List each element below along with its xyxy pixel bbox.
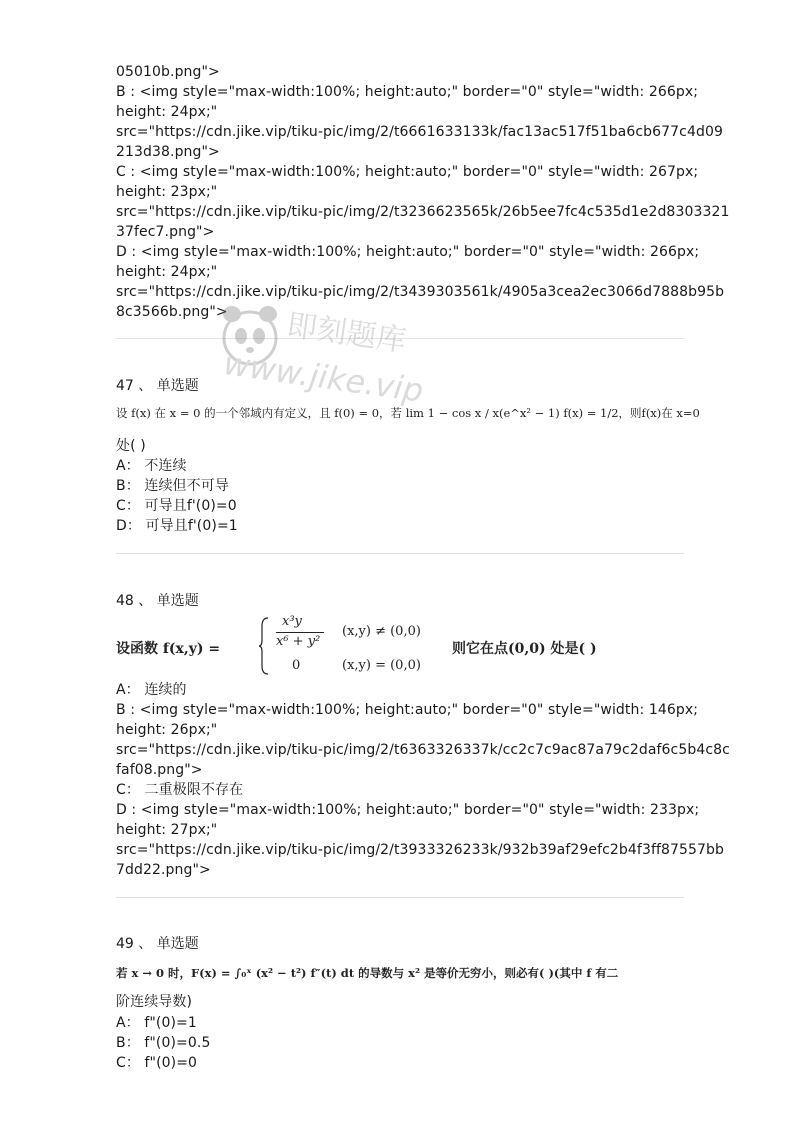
q46-line: height: 23px;" — [116, 184, 218, 200]
q48-case1-cond: (x,y) ≠ (0,0) — [342, 624, 421, 639]
q48-line: A： 连续的 — [116, 682, 187, 698]
q49-option-b: B： f"(0)=0.5 — [116, 1035, 211, 1051]
q48-line: height: 26px;" — [116, 722, 218, 738]
fraction-bar — [276, 632, 324, 633]
question-header: 48 、 单选题 — [116, 593, 199, 609]
question-header: 49 、 单选题 — [116, 936, 199, 952]
q46-line: 8c3566b.png"> — [116, 304, 228, 320]
q46-line: height: 24px;" — [116, 264, 218, 280]
q48-case2-val: 0 — [292, 658, 301, 673]
q48-formula — [116, 614, 636, 678]
q48-line: height: 27px;" — [116, 822, 218, 838]
q49-option-c: C： f"(0)=0 — [116, 1055, 198, 1071]
q48-line: C： 二重极限不存在 — [116, 782, 244, 798]
q47-formula: 设 f(x) 在 x = 0 的一个邻域内有定义，且 f(0) = 0，若 lim 1 − cos x / x(e^x² − 1) f(x) = 1/2，则f(x)在 x=0 — [116, 406, 700, 420]
q46-line: 213d38.png"> — [116, 144, 220, 160]
watermark-url-text: www.jike.vip — [221, 344, 426, 410]
q46-line: src="https://cdn.jike.vip/tiku-pic/img/2/t6661633133k/fac13ac517f51ba6cb677c4d09 — [116, 124, 723, 140]
watermark-cn-text: 即刻题库 — [284, 307, 409, 360]
q48-line: faf08.png"> — [116, 762, 203, 778]
q47-option-b: B： 连续但不可导 — [116, 478, 229, 494]
q48-formula-tail: 则它在点(0,0) 处是( ) — [452, 641, 597, 657]
q47-option-c: C： 可导且f'(0)=0 — [116, 498, 237, 514]
q48-case2-cond: (x,y) = (0,0) — [342, 658, 421, 673]
q47-option-a: A： 不连续 — [116, 458, 187, 474]
q48-line: src="https://cdn.jike.vip/tiku-pic/img/2/t6363326337k/cc2c7c9ac87a79c2daf6c5b4c8c — [116, 742, 730, 758]
q49-formula-cont: 阶连续导数) — [116, 994, 193, 1010]
q46-line: src="https://cdn.jike.vip/tiku-pic/img/2/t3439303561k/4905a3cea2ec3066d7888b95b — [116, 284, 725, 300]
q47-option-d: D： 可导且f'(0)=1 — [116, 518, 238, 534]
q49-option-a: A： f"(0)=1 — [116, 1015, 197, 1031]
q49-formula: 若 x → 0 时，F(x) = ∫₀ˣ (x² − t²) f″(t) dt 的导数与 x² 是等价无穷小，则必有( )(其中 f 有二 — [116, 966, 619, 980]
question-separator — [116, 897, 684, 898]
q46-line: C : <img style="max-width:100%; height:auto;" border="0" style="width: 267px; — [116, 164, 699, 180]
question-header: 47 、 单选题 — [116, 378, 199, 394]
q48-line: B : <img style="max-width:100%; height:auto;" border="0" style="width: 146px; — [116, 702, 699, 718]
watermark — [215, 300, 445, 410]
left-brace-icon — [258, 616, 270, 676]
q48-line: src="https://cdn.jike.vip/tiku-pic/img/2/t3933326233k/932b39af29efc2b4f3ff87557bb — [116, 842, 725, 858]
q48-formula-lhs: 设函数 f(x,y) = — [116, 641, 221, 657]
q46-line: D : <img style="max-width:100%; height:auto;" border="0" style="width: 266px; — [116, 244, 700, 260]
q46-line: B : <img style="max-width:100%; height:auto;" border="0" style="width: 266px; — [116, 84, 699, 100]
q46-line: 37fec7.png"> — [116, 224, 215, 240]
question-separator — [116, 553, 684, 554]
q48-line: D : <img style="max-width:100%; height:auto;" border="0" style="width: 233px; — [116, 802, 700, 818]
q48-case1-den: x⁶ + y² — [276, 634, 321, 649]
q46-line: src="https://cdn.jike.vip/tiku-pic/img/2/t3236623565k/26b5ee7fc4c535d1e2d8303321 — [116, 204, 730, 220]
q47-formula-cont: 处( ) — [116, 438, 146, 454]
q46-line: height: 24px;" — [116, 104, 218, 120]
q48-line: 7dd22.png"> — [116, 862, 211, 878]
q46-line: 05010b.png"> — [116, 64, 220, 80]
q48-case1-num: x³y — [282, 614, 302, 629]
